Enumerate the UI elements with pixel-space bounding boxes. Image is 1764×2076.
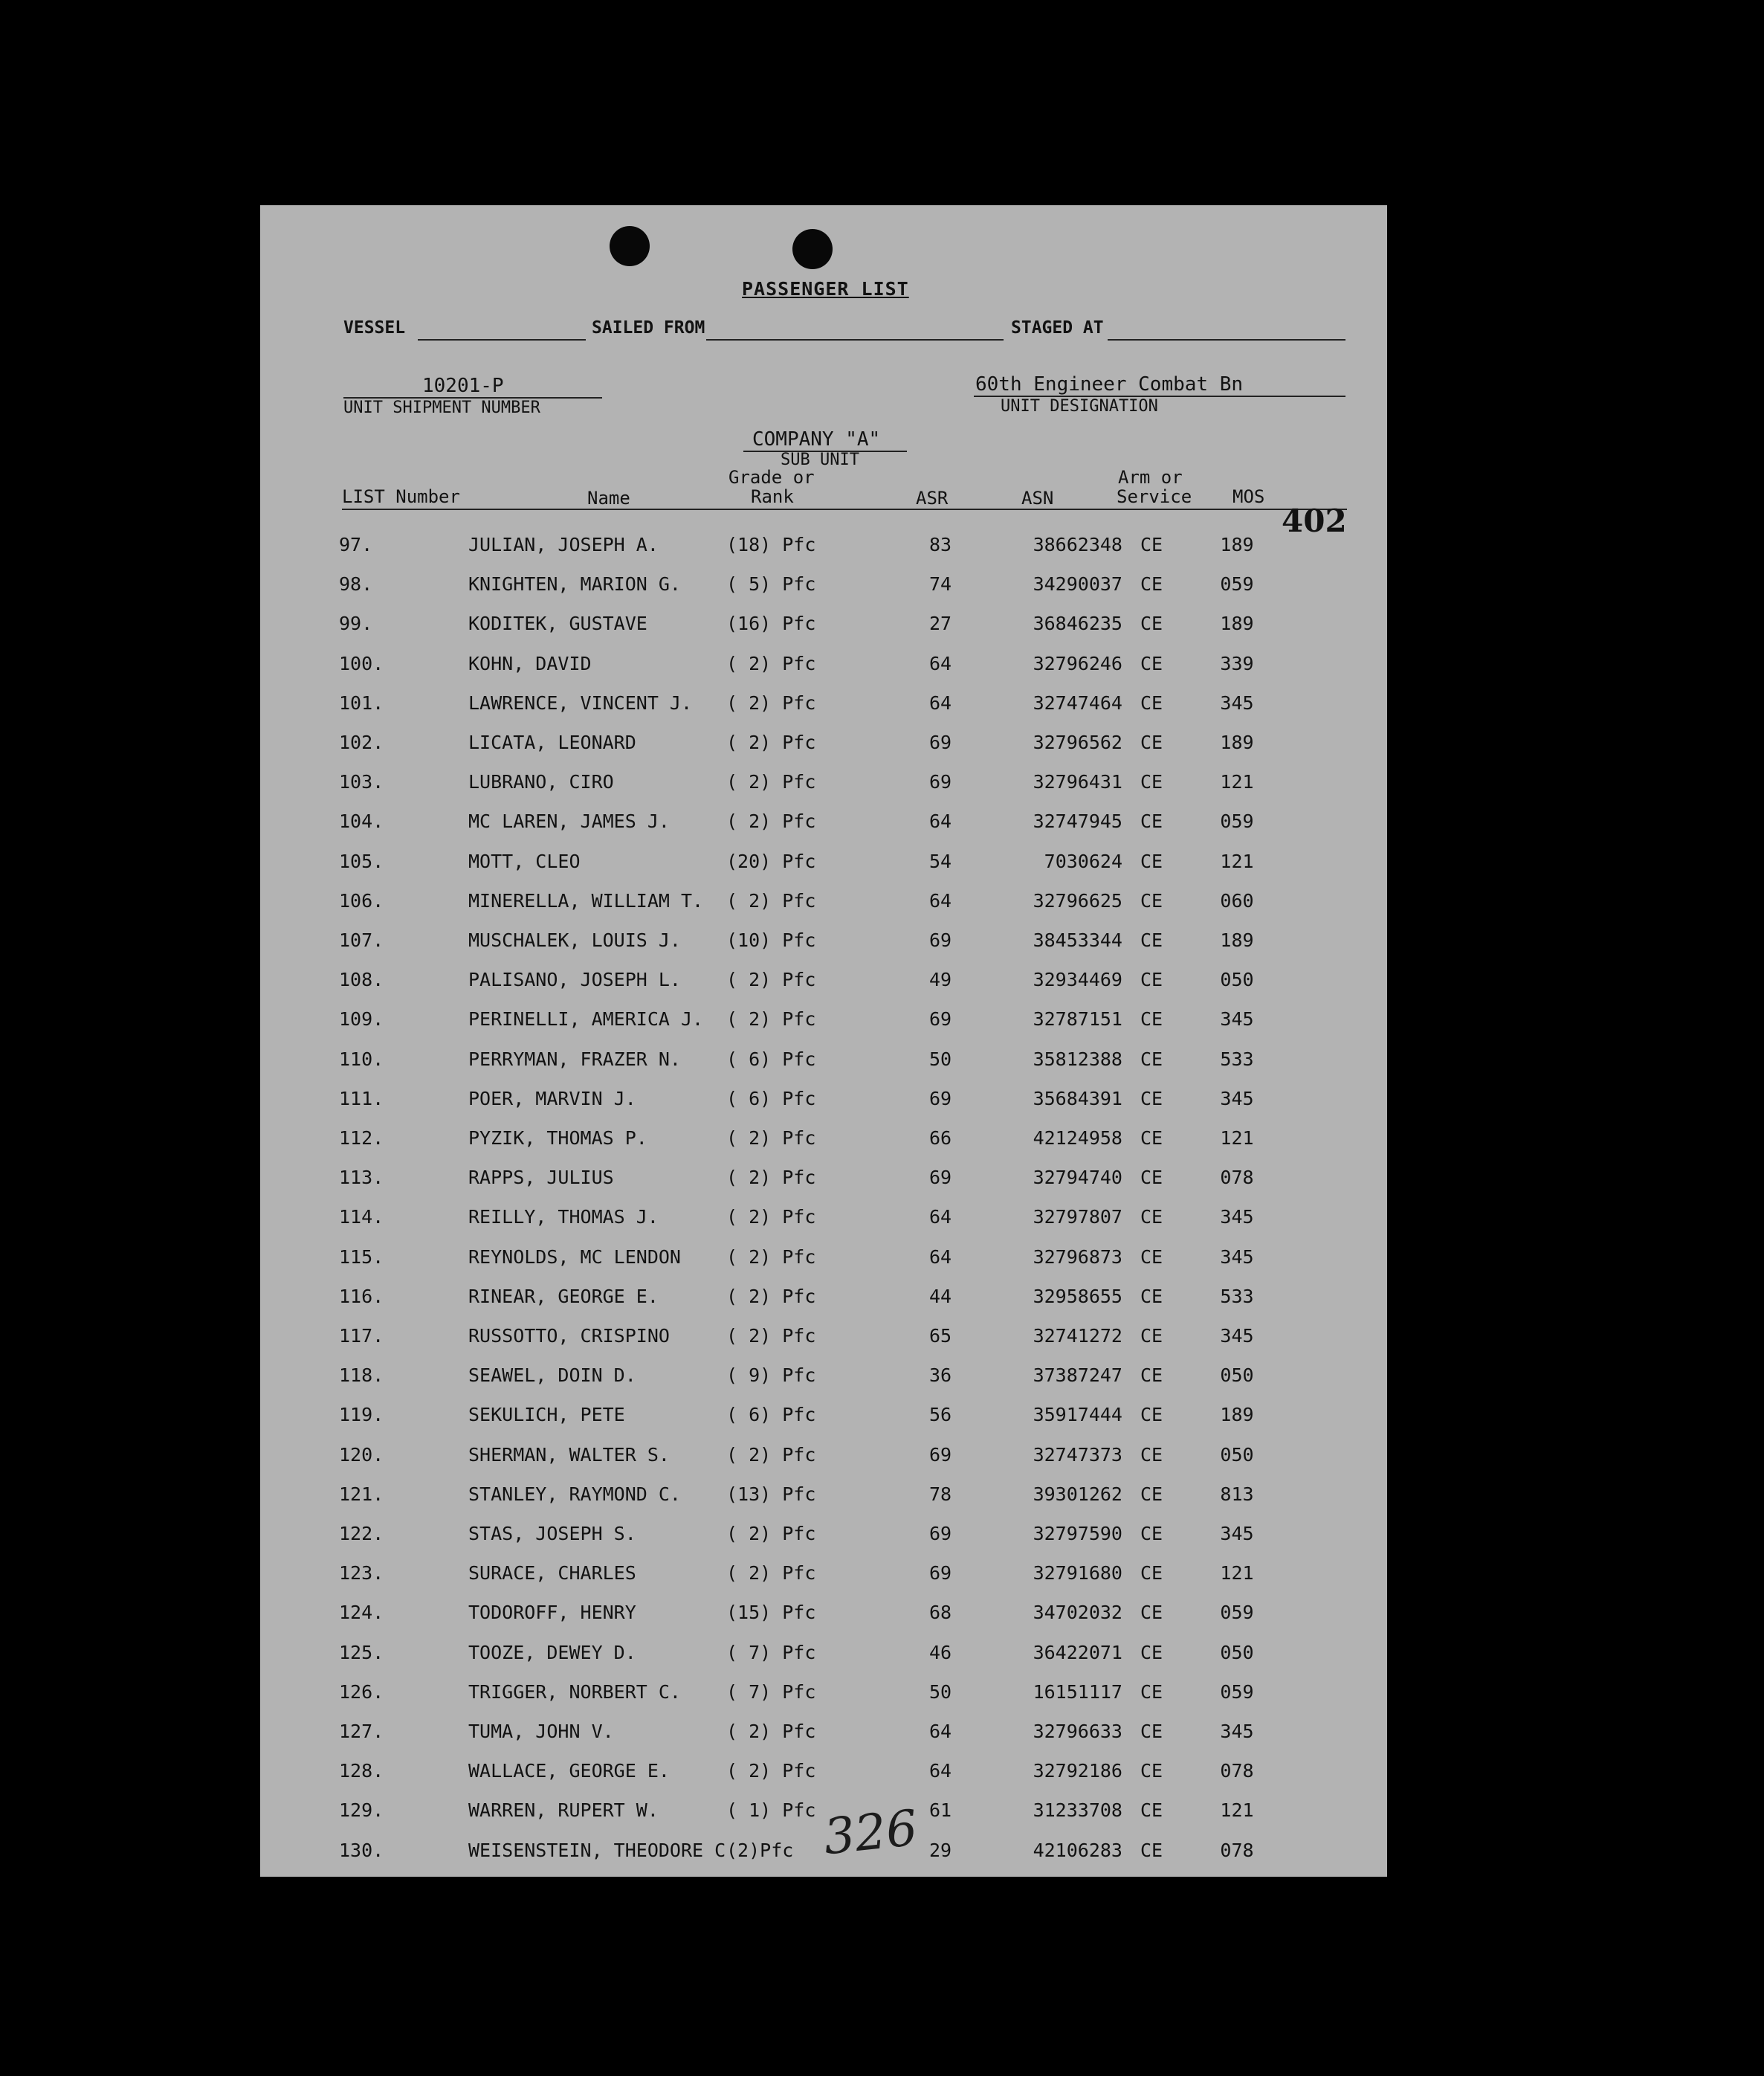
row-asr: 69 bbox=[928, 1008, 952, 1031]
row-asr: 69 bbox=[928, 1562, 952, 1585]
row-grade: ( 2) Pfc bbox=[726, 1245, 816, 1268]
row-mos: 078 bbox=[1220, 1839, 1254, 1861]
row-name: PYZIK, THOMAS P. bbox=[468, 1127, 647, 1149]
row-asn: 32792186 bbox=[1033, 1760, 1122, 1782]
row-mos: 533 bbox=[1220, 1285, 1254, 1307]
row-arm-service: CE bbox=[1140, 929, 1163, 951]
row-name: STAS, JOSEPH S. bbox=[468, 1523, 636, 1544]
row-list-number: 118. bbox=[339, 1364, 384, 1387]
row-mos: 078 bbox=[1220, 1760, 1254, 1782]
row-asn: 32741272 bbox=[1033, 1325, 1122, 1347]
table-row bbox=[260, 1277, 1387, 1316]
row-asr: 69 bbox=[928, 929, 952, 951]
row-asr: 46 bbox=[928, 1641, 952, 1663]
row-mos: 345 bbox=[1220, 1523, 1254, 1544]
row-mos: 121 bbox=[1220, 850, 1254, 872]
table-row bbox=[260, 1197, 1387, 1237]
col-header-arm-2: Service bbox=[1117, 486, 1192, 507]
table-row bbox=[260, 960, 1387, 999]
row-mos: 050 bbox=[1220, 1641, 1254, 1663]
table-row bbox=[260, 1039, 1387, 1079]
table-row bbox=[260, 1395, 1387, 1434]
row-asr: 69 bbox=[928, 732, 952, 753]
table-row bbox=[260, 1751, 1387, 1790]
row-arm-service: CE bbox=[1140, 1364, 1163, 1387]
row-grade: ( 2) Pfc bbox=[726, 692, 816, 714]
row-arm-service: CE bbox=[1140, 1602, 1163, 1624]
row-grade: ( 2) Pfc bbox=[726, 1127, 816, 1149]
row-asn: 32796625 bbox=[1033, 889, 1122, 912]
row-grade: (10) Pfc bbox=[726, 929, 816, 951]
row-list-number: 106. bbox=[339, 889, 384, 912]
row-asn: 38453344 bbox=[1033, 929, 1122, 951]
document-title: PASSENGER LIST bbox=[742, 278, 909, 300]
row-name: SHERMAN, WALTER S. bbox=[468, 1443, 670, 1466]
row-grade: ( 6) Pfc bbox=[726, 1087, 816, 1109]
row-mos: 121 bbox=[1220, 1127, 1254, 1149]
row-name: REYNOLDS, MC LENDON bbox=[468, 1245, 681, 1268]
row-asn: 16151117 bbox=[1033, 1680, 1122, 1703]
row-name: JULIAN, JOSEPH A. bbox=[468, 534, 659, 555]
row-asn: 36422071 bbox=[1033, 1641, 1122, 1663]
sailed-from-line bbox=[706, 339, 1004, 341]
row-grade: ( 2) Pfc bbox=[726, 1523, 816, 1544]
row-asr: 54 bbox=[928, 850, 952, 872]
row-asn: 32787151 bbox=[1033, 1008, 1122, 1031]
row-arm-service: CE bbox=[1140, 573, 1163, 596]
sailed-from-label: SAILED FROM bbox=[592, 318, 705, 338]
row-name: RAPPS, JULIUS bbox=[468, 1167, 614, 1189]
row-name: POER, MARVIN J. bbox=[468, 1087, 636, 1109]
row-arm-service: CE bbox=[1140, 1245, 1163, 1268]
table-row bbox=[260, 1514, 1387, 1553]
row-mos: 345 bbox=[1220, 692, 1254, 714]
row-grade: ( 2) Pfc bbox=[726, 810, 816, 833]
row-list-number: 121. bbox=[339, 1483, 384, 1505]
row-mos: 813 bbox=[1220, 1483, 1254, 1505]
row-list-number: 116. bbox=[339, 1285, 384, 1307]
unit-designation: 60th Engineer Combat Bn bbox=[975, 373, 1244, 396]
row-asn: 32796562 bbox=[1033, 732, 1122, 753]
row-grade: (18) Pfc bbox=[726, 534, 816, 555]
row-grade: ( 7) Pfc bbox=[726, 1641, 816, 1663]
row-list-number: 110. bbox=[339, 1048, 384, 1070]
row-mos: 059 bbox=[1220, 810, 1254, 833]
row-name: RINEAR, GEORGE E. bbox=[468, 1285, 659, 1307]
row-list-number: 126. bbox=[339, 1680, 384, 1703]
row-arm-service: CE bbox=[1140, 692, 1163, 714]
row-asn: 32796873 bbox=[1033, 1245, 1122, 1268]
row-asn: 32797590 bbox=[1033, 1523, 1122, 1544]
row-list-number: 127. bbox=[339, 1721, 384, 1742]
row-grade: ( 2) Pfc bbox=[726, 1285, 816, 1307]
row-name: LAWRENCE, VINCENT J. bbox=[468, 692, 693, 714]
table-row bbox=[260, 564, 1387, 604]
unit-designation-label: UNIT DESIGNATION bbox=[1001, 397, 1158, 416]
row-grade: ( 2) Pfc bbox=[726, 1721, 816, 1742]
row-list-number: 97. bbox=[339, 534, 373, 555]
row-grade: ( 2) Pfc bbox=[726, 1443, 816, 1466]
row-arm-service: CE bbox=[1140, 1760, 1163, 1782]
table-row bbox=[260, 1118, 1387, 1158]
table-row bbox=[260, 1672, 1387, 1712]
row-grade: (15) Pfc bbox=[726, 1602, 816, 1624]
row-grade: ( 6) Pfc bbox=[726, 1404, 816, 1426]
row-mos: 533 bbox=[1220, 1048, 1254, 1070]
handwritten-note: 326 bbox=[821, 1799, 920, 1866]
row-list-number: 114. bbox=[339, 1206, 384, 1228]
row-arm-service: CE bbox=[1140, 732, 1163, 753]
row-name: MC LAREN, JAMES J. bbox=[468, 810, 670, 833]
row-asr: 69 bbox=[928, 771, 952, 793]
row-list-number: 108. bbox=[339, 969, 384, 991]
row-asn: 42124958 bbox=[1033, 1127, 1122, 1149]
row-asr: 64 bbox=[928, 652, 952, 674]
row-asn: 39301262 bbox=[1033, 1483, 1122, 1505]
row-name: SEKULICH, PETE bbox=[468, 1404, 625, 1426]
row-asn: 31233708 bbox=[1033, 1799, 1122, 1822]
row-name: LUBRANO, CIRO bbox=[468, 771, 614, 793]
sub-unit: COMPANY "A" bbox=[752, 428, 881, 451]
table-row bbox=[260, 1316, 1387, 1355]
row-list-number: 105. bbox=[339, 850, 384, 872]
row-asn: 32747464 bbox=[1033, 692, 1122, 714]
row-arm-service: CE bbox=[1140, 1127, 1163, 1149]
col-header-mos: MOS bbox=[1232, 486, 1265, 507]
row-grade: ( 2) Pfc bbox=[726, 652, 816, 674]
row-arm-service: CE bbox=[1140, 850, 1163, 872]
row-asr: 64 bbox=[928, 1721, 952, 1742]
row-arm-service: CE bbox=[1140, 1404, 1163, 1426]
row-asr: 64 bbox=[928, 692, 952, 714]
row-arm-service: CE bbox=[1140, 1048, 1163, 1070]
row-mos: 345 bbox=[1220, 1206, 1254, 1228]
row-asr: 61 bbox=[928, 1799, 952, 1822]
row-arm-service: CE bbox=[1140, 969, 1163, 991]
row-asr: 44 bbox=[928, 1285, 952, 1307]
row-list-number: 111. bbox=[339, 1087, 384, 1109]
row-asn: 32791680 bbox=[1033, 1562, 1122, 1585]
row-arm-service: CE bbox=[1140, 1641, 1163, 1663]
col-header-asr: ASR bbox=[916, 488, 949, 509]
row-grade: ( 2) Pfc bbox=[726, 969, 816, 991]
row-name: SURACE, CHARLES bbox=[468, 1562, 636, 1585]
row-grade: ( 2) Pfc bbox=[726, 1008, 816, 1031]
row-grade: (20) Pfc bbox=[726, 850, 816, 872]
table-row bbox=[260, 1435, 1387, 1474]
header-underline bbox=[342, 509, 1347, 510]
row-name: KOHN, DAVID bbox=[468, 652, 592, 674]
row-mos: 050 bbox=[1220, 1443, 1254, 1466]
row-asr: 64 bbox=[928, 889, 952, 912]
row-asn: 35917444 bbox=[1033, 1404, 1122, 1426]
vessel-label: VESSEL bbox=[343, 318, 406, 338]
row-list-number: 123. bbox=[339, 1562, 384, 1585]
page-number-stamp: 402 bbox=[1282, 503, 1347, 539]
row-arm-service: CE bbox=[1140, 1206, 1163, 1228]
row-list-number: 104. bbox=[339, 810, 384, 833]
row-name: TOOZE, DEWEY D. bbox=[468, 1641, 636, 1663]
row-asr: 69 bbox=[928, 1443, 952, 1466]
row-list-number: 130. bbox=[339, 1839, 384, 1861]
row-grade: (13) Pfc bbox=[726, 1483, 816, 1505]
sub-unit-label: SUB UNIT bbox=[781, 451, 859, 469]
row-asr: 78 bbox=[928, 1483, 952, 1505]
table-row bbox=[260, 842, 1387, 881]
row-grade: (2)Pfc bbox=[726, 1839, 794, 1861]
row-list-number: 117. bbox=[339, 1325, 384, 1347]
row-name: WARREN, RUPERT W. bbox=[468, 1799, 659, 1822]
table-row bbox=[260, 921, 1387, 960]
col-header-name: Name bbox=[587, 488, 630, 509]
table-row bbox=[260, 999, 1387, 1039]
row-list-number: 113. bbox=[339, 1167, 384, 1189]
table-row bbox=[260, 604, 1387, 643]
row-asr: 69 bbox=[928, 1167, 952, 1189]
row-name: STANLEY, RAYMOND C. bbox=[468, 1483, 681, 1505]
row-asr: 64 bbox=[928, 1760, 952, 1782]
row-asr: 69 bbox=[928, 1523, 952, 1544]
row-grade: (16) Pfc bbox=[726, 613, 816, 635]
row-asn: 32796431 bbox=[1033, 771, 1122, 793]
row-asn: 32796246 bbox=[1033, 652, 1122, 674]
row-arm-service: CE bbox=[1140, 534, 1163, 555]
row-list-number: 109. bbox=[339, 1008, 384, 1031]
vessel-line bbox=[418, 339, 586, 341]
punch-hole-right bbox=[792, 229, 833, 269]
table-row bbox=[260, 723, 1387, 762]
row-asn: 32747945 bbox=[1033, 810, 1122, 833]
row-asr: 49 bbox=[928, 969, 952, 991]
row-grade: ( 2) Pfc bbox=[726, 1167, 816, 1189]
row-list-number: 112. bbox=[339, 1127, 384, 1149]
row-grade: ( 2) Pfc bbox=[726, 889, 816, 912]
row-asr: 65 bbox=[928, 1325, 952, 1347]
row-grade: ( 1) Pfc bbox=[726, 1799, 816, 1822]
row-asn: 42106283 bbox=[1033, 1839, 1122, 1861]
row-list-number: 102. bbox=[339, 732, 384, 753]
row-mos: 339 bbox=[1220, 652, 1254, 674]
row-name: MOTT, CLEO bbox=[468, 850, 581, 872]
row-list-number: 125. bbox=[339, 1641, 384, 1663]
table-row bbox=[260, 881, 1387, 921]
row-list-number: 101. bbox=[339, 692, 384, 714]
row-mos: 189 bbox=[1220, 534, 1254, 555]
row-asn: 32747373 bbox=[1033, 1443, 1122, 1466]
row-asr: 50 bbox=[928, 1048, 952, 1070]
row-name: MINERELLA, WILLIAM T. bbox=[468, 889, 704, 912]
row-list-number: 98. bbox=[339, 573, 373, 596]
row-grade: ( 6) Pfc bbox=[726, 1048, 816, 1070]
row-asr: 64 bbox=[928, 810, 952, 833]
row-arm-service: CE bbox=[1140, 1562, 1163, 1585]
row-asr: 68 bbox=[928, 1602, 952, 1624]
row-arm-service: CE bbox=[1140, 1799, 1163, 1822]
row-asr: 66 bbox=[928, 1127, 952, 1149]
row-asr: 56 bbox=[928, 1404, 952, 1426]
row-mos: 345 bbox=[1220, 1087, 1254, 1109]
row-asn: 35684391 bbox=[1033, 1087, 1122, 1109]
row-asr: 29 bbox=[928, 1839, 952, 1861]
row-mos: 059 bbox=[1220, 573, 1254, 596]
row-mos: 050 bbox=[1220, 1364, 1254, 1387]
row-asn: 34702032 bbox=[1033, 1602, 1122, 1624]
row-arm-service: CE bbox=[1140, 810, 1163, 833]
col-header-grade-2: Rank bbox=[751, 486, 794, 507]
row-asr: 64 bbox=[928, 1206, 952, 1228]
row-list-number: 115. bbox=[339, 1245, 384, 1268]
row-asr: 74 bbox=[928, 573, 952, 596]
row-arm-service: CE bbox=[1140, 771, 1163, 793]
table-row bbox=[260, 525, 1387, 564]
row-mos: 059 bbox=[1220, 1602, 1254, 1624]
row-list-number: 107. bbox=[339, 929, 384, 951]
table-row bbox=[260, 1079, 1387, 1118]
row-asn: 32958655 bbox=[1033, 1285, 1122, 1307]
row-arm-service: CE bbox=[1140, 1483, 1163, 1505]
row-name: TODOROFF, HENRY bbox=[468, 1602, 636, 1624]
row-mos: 345 bbox=[1220, 1325, 1254, 1347]
row-grade: ( 2) Pfc bbox=[726, 771, 816, 793]
row-asn: 36846235 bbox=[1033, 613, 1122, 635]
table-row bbox=[260, 1553, 1387, 1593]
col-header-grade-1: Grade or bbox=[728, 467, 815, 488]
row-arm-service: CE bbox=[1140, 1285, 1163, 1307]
row-grade: ( 2) Pfc bbox=[726, 732, 816, 753]
row-asn: 38662348 bbox=[1033, 534, 1122, 555]
row-grade: ( 7) Pfc bbox=[726, 1680, 816, 1703]
row-asn: 35812388 bbox=[1033, 1048, 1122, 1070]
row-asn: 32797807 bbox=[1033, 1206, 1122, 1228]
row-arm-service: CE bbox=[1140, 1523, 1163, 1544]
row-grade: ( 2) Pfc bbox=[726, 1562, 816, 1585]
table-row bbox=[260, 1633, 1387, 1672]
row-arm-service: CE bbox=[1140, 652, 1163, 674]
row-mos: 345 bbox=[1220, 1721, 1254, 1742]
row-list-number: 119. bbox=[339, 1404, 384, 1426]
row-name: MUSCHALEK, LOUIS J. bbox=[468, 929, 681, 951]
row-mos: 189 bbox=[1220, 613, 1254, 635]
row-name: LICATA, LEONARD bbox=[468, 732, 636, 753]
row-asn: 32794740 bbox=[1033, 1167, 1122, 1189]
row-list-number: 99. bbox=[339, 613, 373, 635]
row-asr: 69 bbox=[928, 1087, 952, 1109]
row-list-number: 128. bbox=[339, 1760, 384, 1782]
table-row bbox=[260, 644, 1387, 683]
col-header-arm-1: Arm or bbox=[1118, 467, 1183, 488]
punch-hole-left bbox=[610, 226, 650, 266]
row-grade: ( 2) Pfc bbox=[726, 1325, 816, 1347]
row-mos: 059 bbox=[1220, 1680, 1254, 1703]
row-mos: 121 bbox=[1220, 771, 1254, 793]
table-row bbox=[260, 683, 1387, 723]
row-name: TRIGGER, NORBERT C. bbox=[468, 1680, 681, 1703]
row-grade: ( 2) Pfc bbox=[726, 1206, 816, 1228]
row-arm-service: CE bbox=[1140, 1008, 1163, 1031]
row-mos: 345 bbox=[1220, 1245, 1254, 1268]
row-mos: 050 bbox=[1220, 969, 1254, 991]
row-asr: 36 bbox=[928, 1364, 952, 1387]
row-arm-service: CE bbox=[1140, 1087, 1163, 1109]
row-mos: 078 bbox=[1220, 1167, 1254, 1189]
col-header-list-number: LIST Number bbox=[342, 486, 460, 507]
row-asr: 50 bbox=[928, 1680, 952, 1703]
row-arm-service: CE bbox=[1140, 613, 1163, 635]
row-name: SEAWEL, DOIN D. bbox=[468, 1364, 636, 1387]
row-mos: 060 bbox=[1220, 889, 1254, 912]
row-asn: 7030624 bbox=[1044, 850, 1122, 872]
row-asr: 64 bbox=[928, 1245, 952, 1268]
table-row bbox=[260, 1593, 1387, 1632]
row-name: PALISANO, JOSEPH L. bbox=[468, 969, 681, 991]
row-asn: 34290037 bbox=[1033, 573, 1122, 596]
unit-shipment-number: 10201-P bbox=[422, 375, 504, 397]
row-list-number: 103. bbox=[339, 771, 384, 793]
staged-at-label: STAGED AT bbox=[1011, 318, 1104, 338]
row-mos: 189 bbox=[1220, 732, 1254, 753]
table-row bbox=[260, 1355, 1387, 1395]
table-row bbox=[260, 1237, 1387, 1277]
table-row bbox=[260, 802, 1387, 841]
row-name: TUMA, JOHN V. bbox=[468, 1721, 614, 1742]
row-mos: 189 bbox=[1220, 929, 1254, 951]
row-list-number: 124. bbox=[339, 1602, 384, 1624]
row-name: PERINELLI, AMERICA J. bbox=[468, 1008, 704, 1031]
row-mos: 189 bbox=[1220, 1404, 1254, 1426]
row-name: RUSSOTTO, CRISPINO bbox=[468, 1325, 670, 1347]
row-name: KODITEK, GUSTAVE bbox=[468, 613, 647, 635]
table-row bbox=[260, 762, 1387, 802]
row-arm-service: CE bbox=[1140, 1839, 1163, 1861]
row-list-number: 122. bbox=[339, 1523, 384, 1544]
row-name: PERRYMAN, FRAZER N. bbox=[468, 1048, 681, 1070]
row-name: REILLY, THOMAS J. bbox=[468, 1206, 659, 1228]
row-asn: 32796633 bbox=[1033, 1721, 1122, 1742]
row-arm-service: CE bbox=[1140, 1167, 1163, 1189]
row-arm-service: CE bbox=[1140, 1443, 1163, 1466]
row-arm-service: CE bbox=[1140, 889, 1163, 912]
passenger-list-sheet bbox=[260, 205, 1387, 1877]
staged-at-line bbox=[1108, 339, 1345, 341]
row-grade: ( 5) Pfc bbox=[726, 573, 816, 596]
table-row bbox=[260, 1158, 1387, 1197]
table-row bbox=[260, 1474, 1387, 1514]
row-mos: 345 bbox=[1220, 1008, 1254, 1031]
row-list-number: 129. bbox=[339, 1799, 384, 1822]
row-mos: 121 bbox=[1220, 1799, 1254, 1822]
row-name: KNIGHTEN, MARION G. bbox=[468, 573, 681, 596]
table-row bbox=[260, 1712, 1387, 1751]
unit-shipment-label: UNIT SHIPMENT NUMBER bbox=[343, 399, 540, 417]
row-asr: 27 bbox=[928, 613, 952, 635]
row-asn: 37387247 bbox=[1033, 1364, 1122, 1387]
col-header-asn: ASN bbox=[1021, 488, 1054, 509]
row-arm-service: CE bbox=[1140, 1325, 1163, 1347]
row-asr: 83 bbox=[928, 534, 952, 555]
row-name: WALLACE, GEORGE E. bbox=[468, 1760, 670, 1782]
row-grade: ( 2) Pfc bbox=[726, 1760, 816, 1782]
row-list-number: 100. bbox=[339, 652, 384, 674]
row-grade: ( 9) Pfc bbox=[726, 1364, 816, 1387]
row-mos: 121 bbox=[1220, 1562, 1254, 1585]
row-list-number: 120. bbox=[339, 1443, 384, 1466]
row-arm-service: CE bbox=[1140, 1680, 1163, 1703]
row-name: WEISENSTEIN, THEODORE C bbox=[468, 1839, 726, 1861]
row-asn: 32934469 bbox=[1033, 969, 1122, 991]
row-arm-service: CE bbox=[1140, 1721, 1163, 1742]
